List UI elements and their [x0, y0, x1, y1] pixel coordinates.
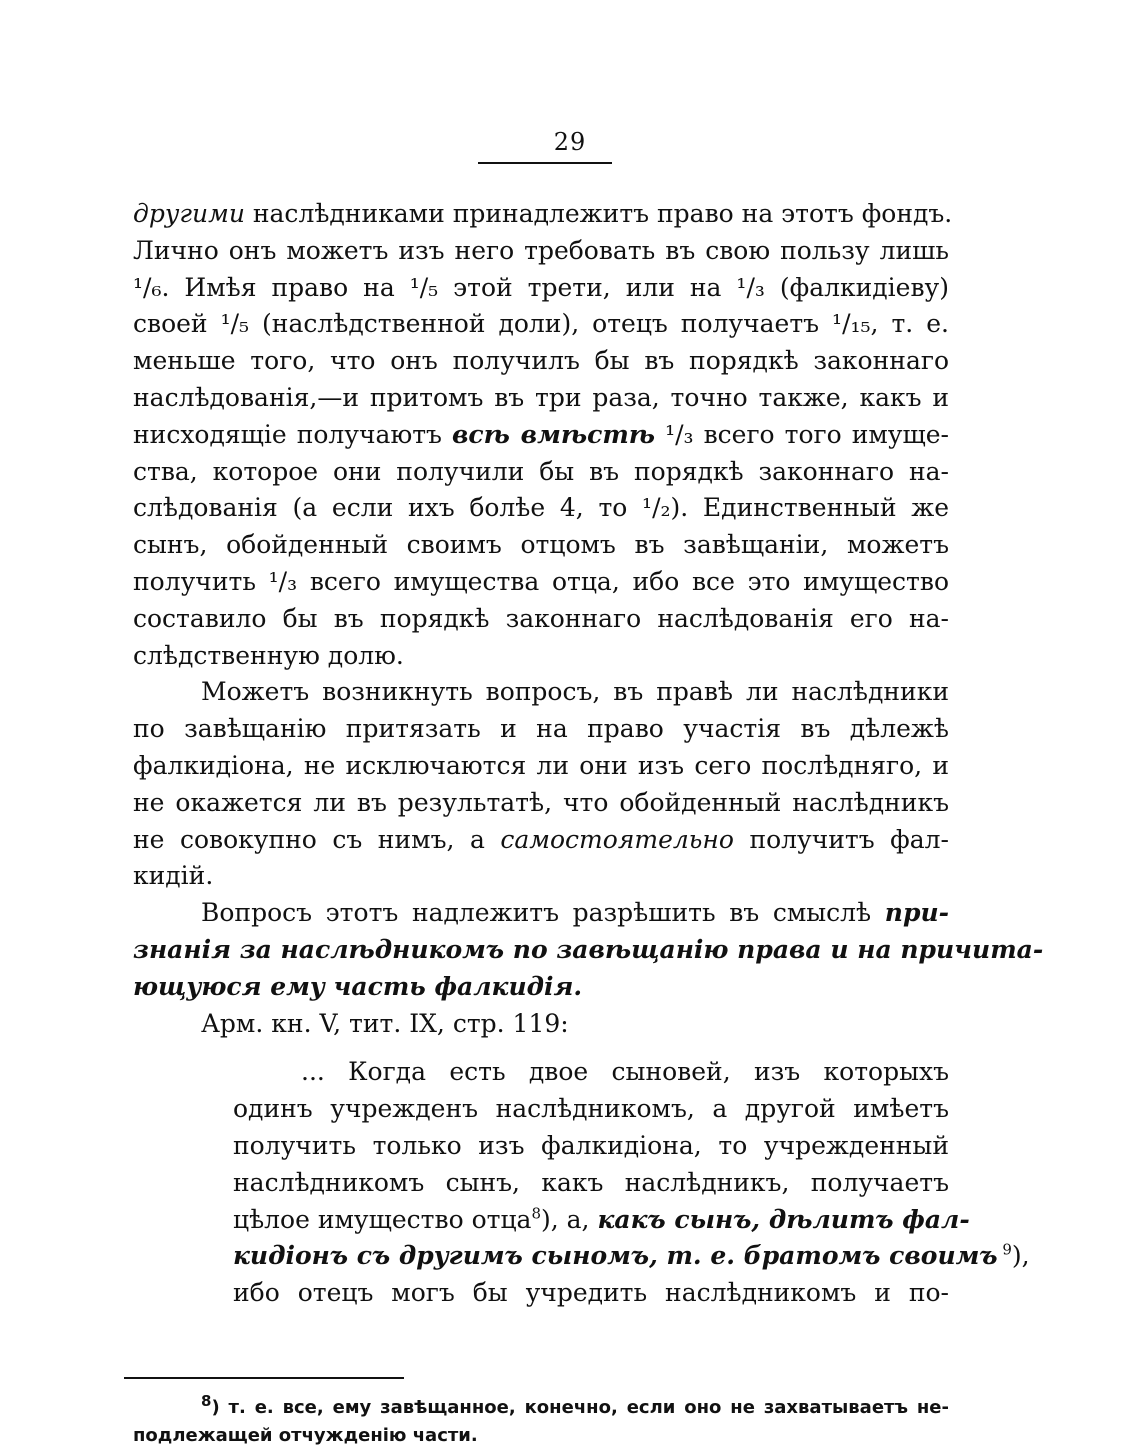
- text-line: [133, 969, 949, 1006]
- footnote-ref: 9: [997, 1240, 1012, 1259]
- text-line: фалкидіона, не исключаются ли они изъ сего послѣдняго, и: [133, 750, 949, 780]
- header-rule: [478, 162, 612, 164]
- citation-line: Арм. кн. V, тит. IX, стр. 119:: [201, 1008, 569, 1038]
- body-text: [133, 196, 1044, 1312]
- text-line: своей ¹/₅ (наслѣдственной доли), отецъ получаетъ ¹/₁₅, т. е.: [133, 309, 949, 339]
- italic-phrase: другими: [133, 199, 245, 228]
- text-line: [133, 932, 1044, 969]
- italic-phrase: самостоятельно: [500, 824, 734, 854]
- emphasis-phrase: всѣ вмѣстѣ: [452, 419, 656, 449]
- text-line: нисходящіе получаютъ всѣ вмѣстѣ ¹/₃ всего того имуще-: [133, 419, 949, 449]
- text-line: кидій.: [133, 861, 214, 891]
- quote-line: ибо отецъ могъ бы учредить наслѣдникомъ и по-: [233, 1278, 949, 1308]
- quote-line: кидіонъ съ другимъ сыномъ, т. е. братомъ своимъ $^9$),: [233, 1240, 1030, 1271]
- quote-line: одинъ учрежденъ наслѣдникомъ, а другой имѣетъ: [233, 1094, 949, 1124]
- quote-line: получить только изъ фалкидіона, то учрежденный: [233, 1130, 949, 1160]
- footnote: [133, 1394, 949, 1450]
- footnote-line: $^8$) т. е. все, ему завѣщанное, конечно, если оно не захватываетъ не-: [201, 1392, 949, 1418]
- text-line: слѣдственную долю.: [133, 640, 404, 670]
- text-line: наслѣдованія,—и притомъ въ три раза, точно также, какъ и: [133, 382, 949, 412]
- footnote-ref: 8: [531, 1204, 541, 1223]
- text-line: Можетъ возникнуть вопросъ, въ правѣ ли наслѣдники: [201, 677, 949, 707]
- emphasis-phrase: ющуюся ему часть фалкидія.: [133, 971, 583, 1001]
- text-line: получить ¹/₃ всего имущества отца, ибо все это имущество: [133, 566, 949, 596]
- footnote-rule: [124, 1377, 404, 1379]
- paragraph-3: [133, 895, 1044, 1005]
- page-number: 29: [553, 128, 587, 156]
- text-line: составило бы въ порядкѣ законнаго наслѣдованія его на-: [133, 603, 949, 633]
- quote-line: ... Когда есть двое сыновей, изъ которыхъ: [301, 1057, 949, 1087]
- emphasis-phrase: при-: [884, 898, 949, 928]
- text-line: меньше того, что онъ получилъ бы въ порядкѣ законнаго: [133, 346, 949, 376]
- text-line: ства, которое они получили бы въ порядкѣ законнаго на-: [133, 456, 949, 486]
- text-line: не окажется ли въ результатѣ, что обойденный наслѣдникъ: [133, 787, 949, 817]
- text-line: не совокупно съ нимъ, а самостоятельно получитъ фал-: [133, 824, 949, 854]
- footnote-mark: 8: [201, 1392, 212, 1410]
- text-line: Вопросъ этотъ надлежитъ разрѣшить въ смыслѣ при-: [201, 898, 949, 928]
- citation: [133, 1006, 949, 1043]
- text-line: по завѣщанію притязать и на право участія въ дѣлежѣ: [133, 714, 949, 744]
- paragraph-1: [133, 196, 953, 674]
- paragraph-2: [133, 674, 949, 895]
- quote-line: цѣлое имущество отца$^8$), а, какъ сынъ, дѣлитъ фал-: [233, 1204, 970, 1234]
- quotation: [233, 1054, 1030, 1312]
- text-line: ¹/₆. Имѣя право на ¹/₅ этой трети, или на ¹/₃ (фалкидіеву): [133, 272, 949, 302]
- emphasis-phrase: кидіонъ съ другимъ сыномъ, т. е. братомъ своимъ: [233, 1241, 998, 1271]
- emphasis-phrase: какъ сынъ, дѣлитъ фал-: [597, 1204, 970, 1234]
- emphasis-phrase: знанія за наслѣдникомъ по завѣщанію права и на причита-: [133, 934, 1044, 964]
- footnote-line: подлежащей отчужденію части.: [133, 1425, 478, 1446]
- text-line: сынъ, обойденный своимъ отцомъ въ завѣщаніи, можетъ: [133, 530, 949, 560]
- text-line: другими наслѣдниками принадлежитъ право на этотъ фондъ.: [133, 199, 953, 228]
- quote-line: наслѣдникомъ сынъ, какъ наслѣдникъ, получаетъ: [233, 1167, 949, 1197]
- text-line: Лично онъ можетъ изъ него требовать въ свою пользу лишь: [133, 235, 949, 265]
- text-line: слѣдованія (а если ихъ болѣе 4, то ¹/₂). Единственный же: [133, 493, 949, 523]
